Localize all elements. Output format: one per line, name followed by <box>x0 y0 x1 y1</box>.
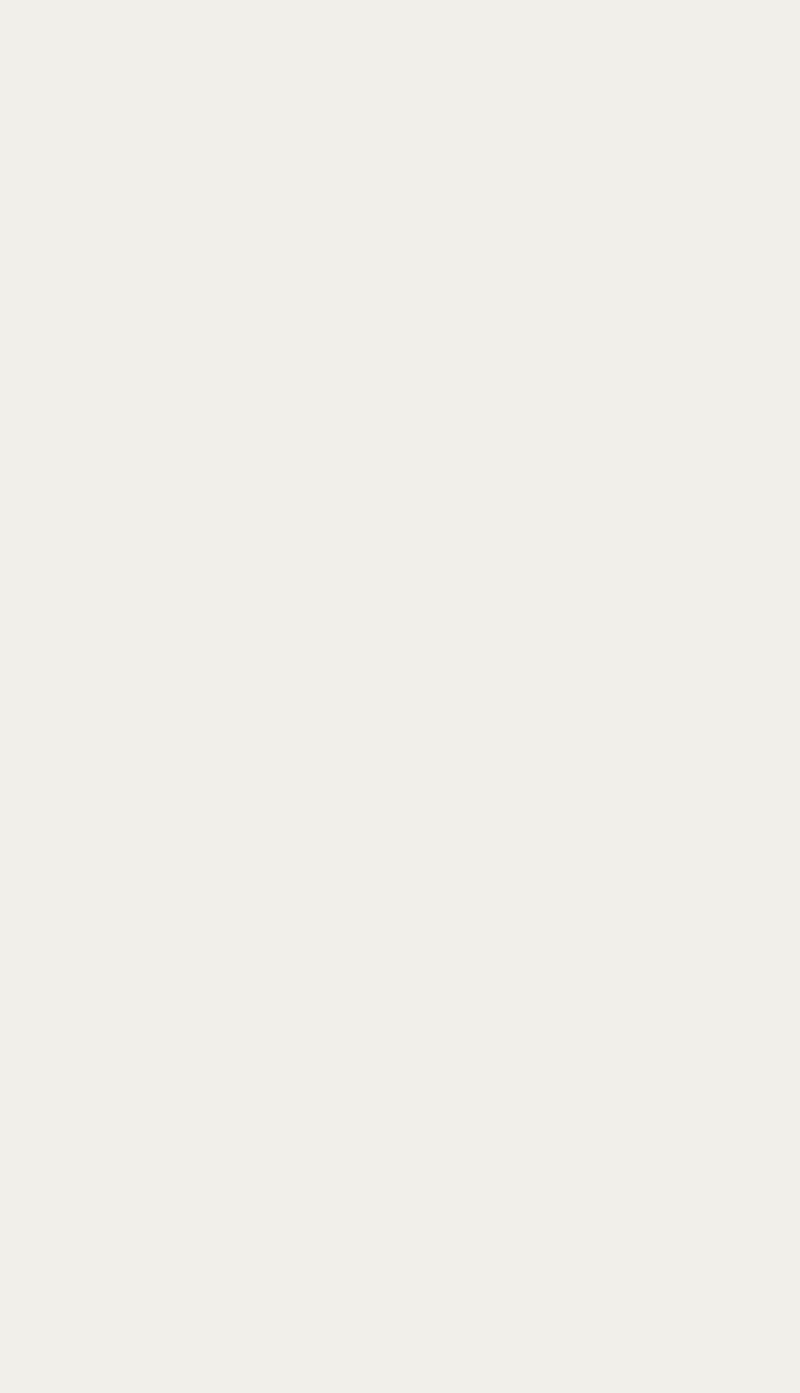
page-header <box>60 40 760 70</box>
